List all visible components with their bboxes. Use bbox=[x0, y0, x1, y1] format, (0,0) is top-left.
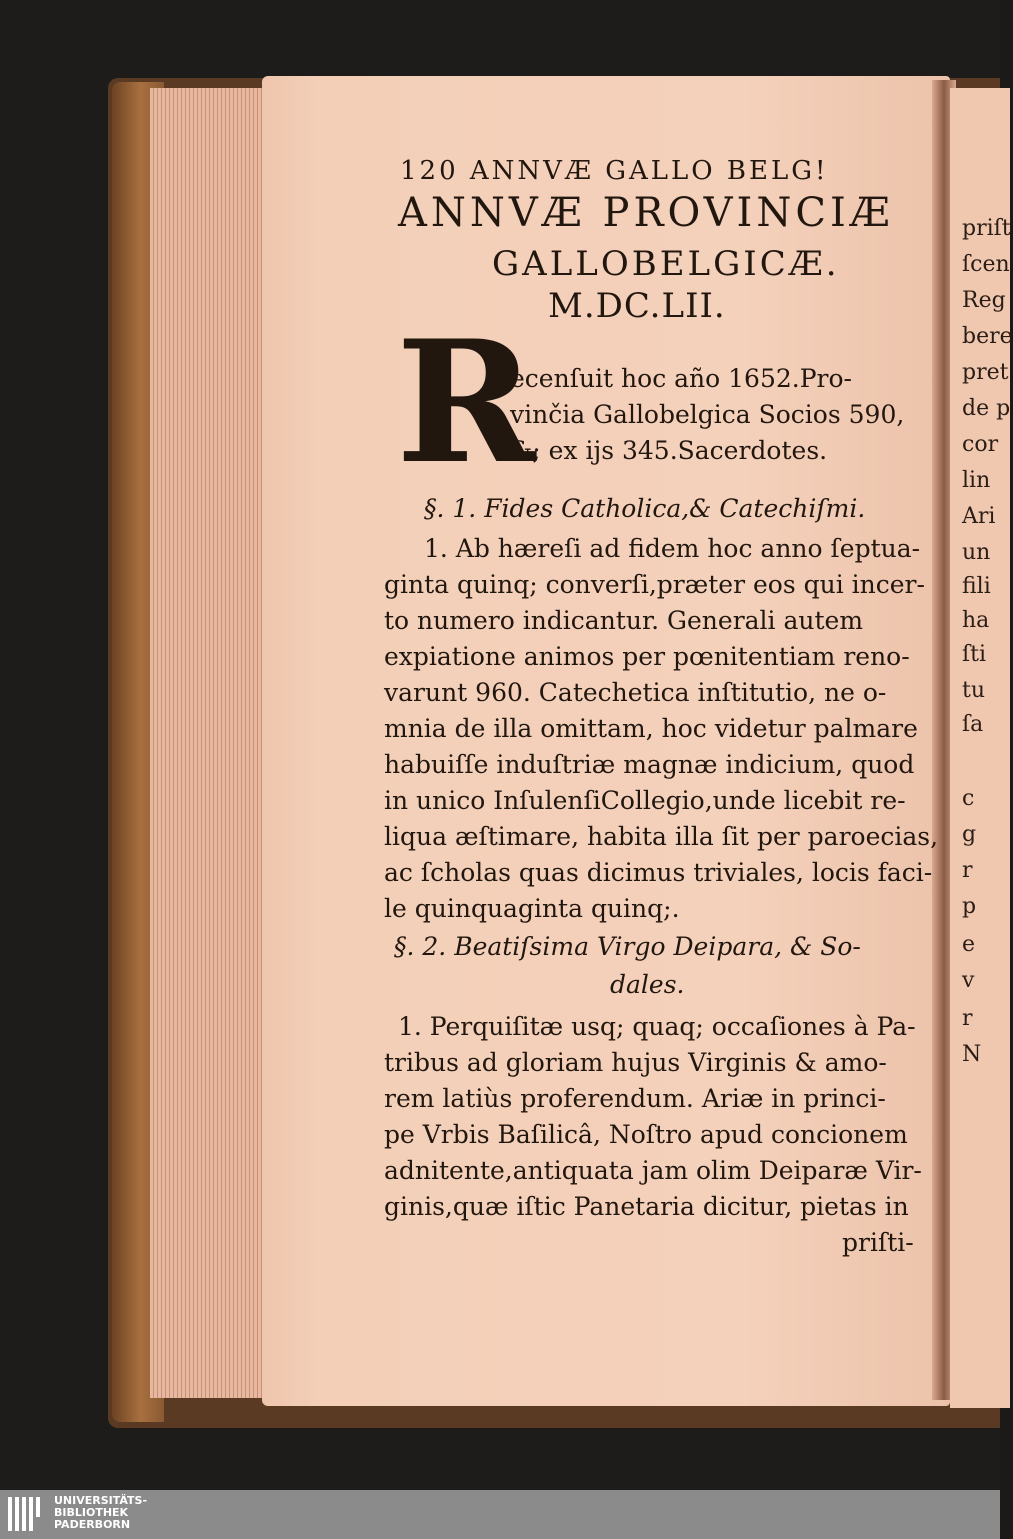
body-line: expiatione animos per pœnitentiam reno- bbox=[384, 642, 910, 671]
right-page-fragment: un bbox=[962, 540, 991, 565]
right-page-fragment: cor bbox=[962, 432, 999, 457]
right-page-fragment: ſcen bbox=[962, 252, 1010, 277]
right-page-fragment: fili bbox=[962, 574, 991, 599]
right-page-fragment: r bbox=[962, 1006, 973, 1031]
right-page-fragment: de p bbox=[962, 396, 1011, 421]
body-line: ginis,quæ iſtic Panetaria dicitur, pietas in bbox=[384, 1192, 909, 1221]
right-page-fragment: pret bbox=[962, 360, 1009, 385]
running-header: 120 ANNVÆ GALLO BELG! bbox=[400, 156, 829, 186]
logo-line: UNIVERSITÄTS- bbox=[54, 1494, 148, 1507]
library-logo-text bbox=[54, 1495, 147, 1531]
right-page-fragment: e bbox=[962, 932, 976, 957]
intro-line: &; ex ijs 345.Sacerdotes. bbox=[510, 436, 828, 465]
title-line-2: GALLOBELGICÆ. bbox=[492, 244, 840, 284]
body-line: ac ſcholas quas dicimus triviales, locis faci- bbox=[384, 858, 933, 887]
body-line: tribus ad gloriam hujus Virginis & amo- bbox=[384, 1048, 887, 1077]
body-line: rem latiùs proferendum. Ariæ in princi- bbox=[384, 1084, 886, 1113]
right-page-fragment: Ari bbox=[962, 504, 996, 529]
title-line-1: ANNVÆ PROVINCIÆ bbox=[398, 190, 894, 236]
section-1-heading: §. 1. Fides Catholica,& Catechiſmi. bbox=[424, 494, 866, 523]
body-line: liqua æſtimare, habita illa ſit per paroecias, bbox=[384, 822, 939, 851]
right-page-fragment: tu bbox=[962, 678, 986, 703]
catchword: priſti- bbox=[842, 1228, 914, 1257]
body-line: le quinquaginta quinq;. bbox=[384, 894, 680, 923]
right-page-fragment: c bbox=[962, 786, 975, 811]
right-page-fragment: ha bbox=[962, 608, 990, 633]
right-page-fragment: priſt bbox=[962, 216, 1011, 241]
right-page-fragment: r bbox=[962, 858, 973, 883]
right-page-fragment: lin bbox=[962, 468, 991, 493]
right-page-fragment: Reg bbox=[962, 288, 1006, 313]
right-page-fragment: v bbox=[962, 968, 975, 993]
title-line-3: M.DC.LII. bbox=[548, 286, 726, 326]
page-edges bbox=[150, 88, 275, 1398]
library-logo-icon bbox=[8, 1497, 46, 1531]
right-page-fragment: bere bbox=[962, 324, 1013, 349]
body-line: ginta quinq; converſi,præter eos qui incer- bbox=[384, 570, 925, 599]
body-line: varunt 960. Catechetica inſtitutio, ne o- bbox=[384, 678, 887, 707]
right-page-fragment: ſti bbox=[962, 642, 987, 667]
right-page-fragment: ſa bbox=[962, 712, 984, 737]
right-page-fragment: N bbox=[962, 1042, 982, 1067]
body-line: mnia de illa omittam, hoc videtur palmare bbox=[384, 714, 918, 743]
right-page-fragment: g bbox=[962, 822, 977, 847]
drop-capital: R bbox=[396, 303, 536, 501]
body-line: to numero indicantur. Generali autem bbox=[384, 606, 864, 635]
footer-bar bbox=[0, 1490, 1000, 1539]
intro-line: ecenſuit hoc año 1652.Pro- bbox=[510, 364, 852, 393]
logo-line: BIBLIOTHEK bbox=[54, 1506, 129, 1519]
body-line: habuiſſe induſtriæ magnæ indicium, quod bbox=[384, 750, 915, 779]
right-page-fragment: p bbox=[962, 894, 977, 919]
logo-line: PADERBORN bbox=[54, 1518, 131, 1531]
body-line: in unico InſulenſiCollegio,unde licebit re- bbox=[384, 786, 906, 815]
body-line: 1. Perquiſitæ usq; quaq; occaſiones à Pa- bbox=[398, 1012, 916, 1041]
body-line: 1. Ab hæreſi ad fidem hoc anno ſeptua- bbox=[424, 534, 921, 563]
intro-line: vinčia Gallobelgica Socios 590, bbox=[510, 400, 905, 429]
body-line: pe Vrbis Baſilicâ, Noſtro apud concionem bbox=[384, 1120, 908, 1149]
body-line: adnitente,antiquata jam olim Deiparæ Vir- bbox=[384, 1156, 922, 1185]
right-page bbox=[950, 88, 1010, 1408]
section-2-heading-cont: dales. bbox=[610, 970, 685, 999]
section-2-heading: §. 2. Beatiſsima Virgo Deipara, & So- bbox=[394, 932, 861, 961]
